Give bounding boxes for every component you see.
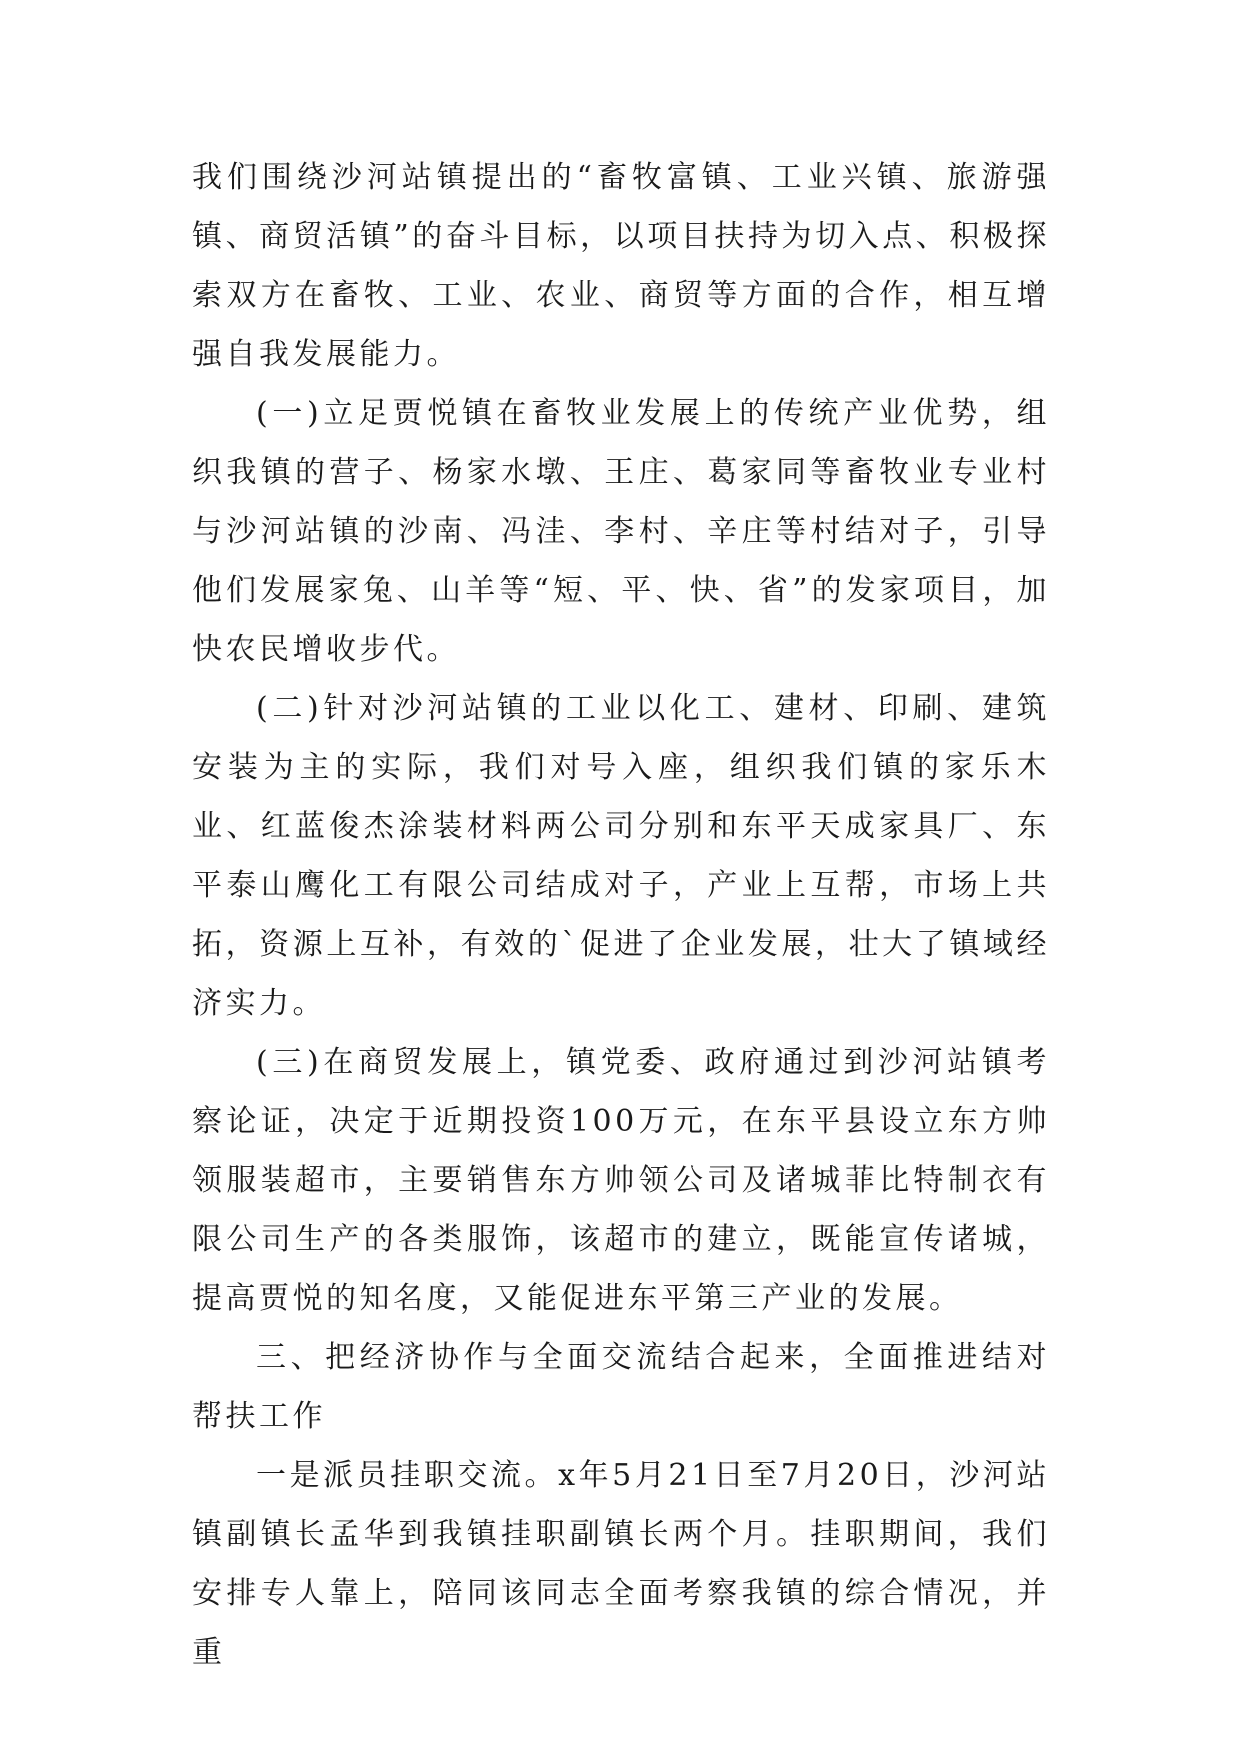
section-heading-3: 三、把经济协作与全面交流结合起来，全面推进结对帮扶工作 [192, 1340, 1050, 1434]
document-body [192, 148, 1050, 1682]
paragraph-item-3: (三)在商贸发展上，镇党委、政府通过到沙河站镇考察论证，决定于近期投资100万元，在东平县设立东方帅领服装超市，主要销售东方帅领公司及诸城菲比特制衣有限公司生产的各类服饰，该超市的建立，既能宣传诸城，提高贾悦的知名度，又能促进东平第三产业的发展。 [192, 1045, 1050, 1316]
paragraph-secondment: 一是派员挂职交流。x年5月21日至7月20日，沙河站镇副镇长孟华到我镇挂职副镇长两个月。挂职期间，我们安排专人靠上，陪同该同志全面考察我镇的综合情况，并重 [192, 1458, 1050, 1670]
paragraph-item-2: (二)针对沙河站镇的工业以化工、建材、印刷、建筑安装为主的实际，我们对号入座，组织我们镇的家乐木业、红蓝俊杰涂装材料两公司分别和东平天成家具厂、东平泰山鹰化工有限公司结成对子，产业上互帮，市场上共拓，资源上互补，有效的`促进了企业发展，壮大了镇域经济实力。 [192, 691, 1050, 1021]
paragraph-item-1: (一)立足贾悦镇在畜牧业发展上的传统产业优势，组织我镇的营子、杨家水墩、王庄、葛家同等畜牧业专业村与沙河站镇的沙南、冯洼、李村、辛庄等村结对子，引导他们发展家兔、山羊等“短、平、快、省”的发家项目，加快农民增收步代。 [192, 396, 1050, 667]
paragraph-intro: 我们围绕沙河站镇提出的“畜牧富镇、工业兴镇、旅游强镇、商贸活镇”的奋斗目标，以项目扶持为切入点、积极探索双方在畜牧、工业、农业、商贸等方面的合作，相互增强自我发展能力。 [192, 160, 1050, 372]
